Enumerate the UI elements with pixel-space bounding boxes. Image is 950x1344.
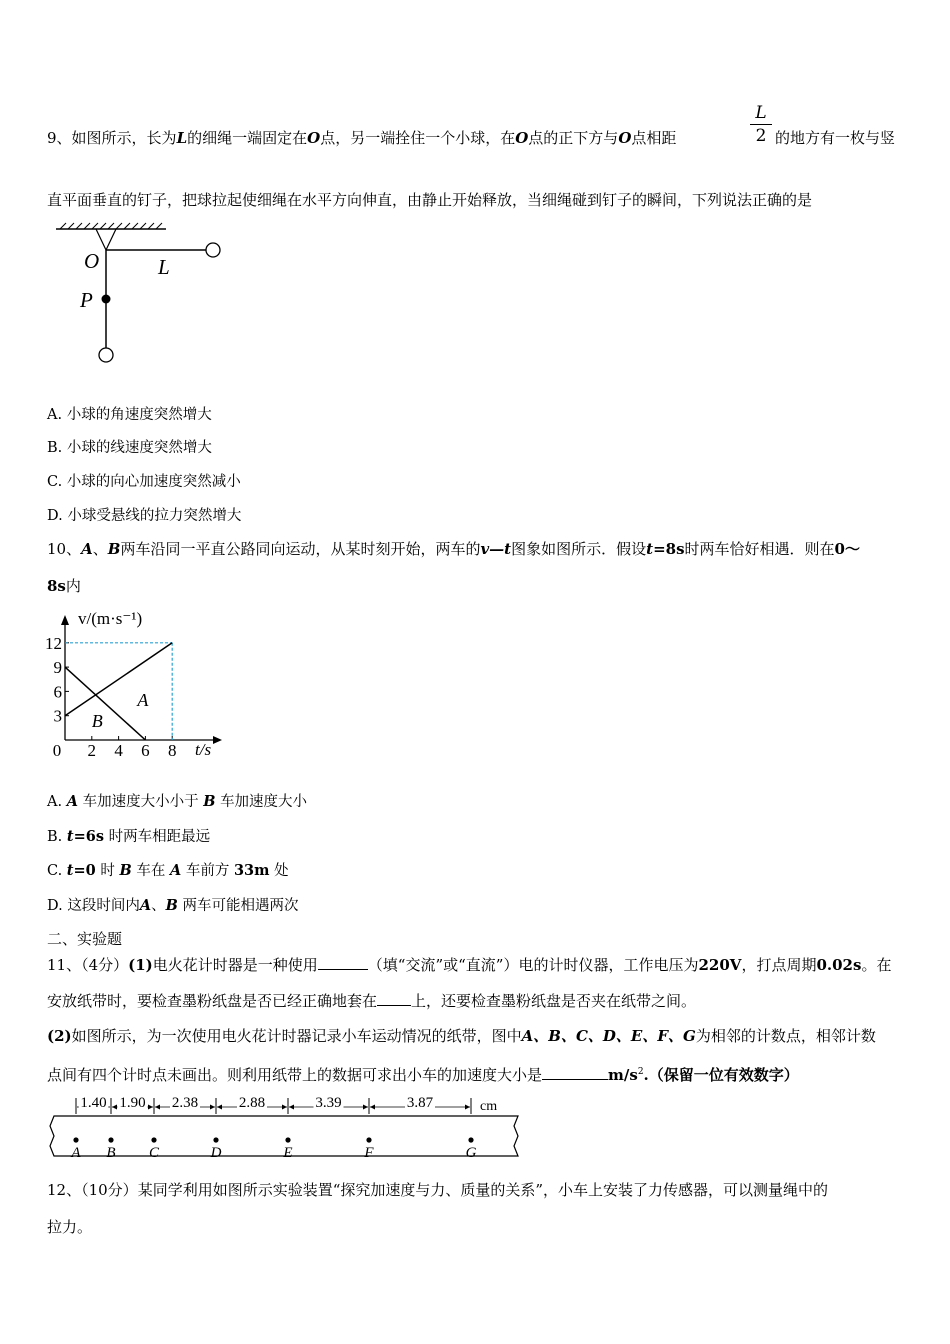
tape-point-D: D — [210, 1145, 222, 1161]
dim-arrow-left-5 — [289, 1105, 294, 1110]
tape-dot-F — [366, 1137, 371, 1142]
dim-label-6: 3.87 — [406, 1095, 434, 1111]
nail-P — [102, 295, 111, 304]
tape-point-B: B — [106, 1145, 116, 1161]
dim-arrow-right-5 — [363, 1105, 368, 1110]
dim-arrow-right-4 — [282, 1105, 287, 1110]
q11-line-1: 11、（4分）(1)电火花计时器是一种使用 （填“交流”或“直流”）电的计时仪器，工作电压为220V，打点周期0.02s。在 — [47, 956, 892, 974]
tape-dot-G — [468, 1137, 473, 1142]
section-heading-experiment: 二、实验题 — [47, 930, 123, 948]
series-line-B — [65, 667, 145, 740]
y-tick-label-6: 6 — [53, 682, 62, 702]
y-tick-label-9: 9 — [53, 658, 62, 678]
vt-chart — [45, 605, 235, 763]
q12-line-1: 12、（10分）某同学利用如图所示实验装置“探究加速度与力、质量的关系”，小车上安装了力传感器，可以测量绳中的 — [47, 1181, 829, 1199]
paper-tape-figure — [44, 1092, 524, 1162]
label-O: O — [84, 249, 100, 273]
y-axis-arrow — [61, 615, 69, 625]
x-axis-arrow — [213, 736, 222, 744]
x-tick-label-4: 4 — [114, 741, 123, 760]
x-tick-label-2: 2 — [87, 741, 97, 760]
dim-label-2: 1.90 — [119, 1095, 146, 1111]
q11-line-2: 安放纸带时，要检查墨粉纸盘是否已经正确地套在 上，还要检查墨粉纸盘是否夹在纸带之间。 — [47, 992, 697, 1010]
q9-line-1-end: 的地方有一枚与竖 — [775, 129, 896, 147]
dim-arrow-left-4 — [217, 1105, 222, 1110]
tape-point-C: C — [148, 1145, 160, 1161]
y-tick-label-12: 12 — [45, 633, 62, 653]
dim-label-1: 1.40 — [80, 1095, 107, 1111]
dim-arrow-right-2 — [148, 1105, 153, 1110]
tape-unit: cm — [480, 1099, 498, 1114]
q9-option-C: C. 小球的向心加速度突然减小 — [47, 474, 241, 490]
dim-label-4: 2.88 — [238, 1095, 266, 1111]
x-tick-label-8: 8 — [167, 741, 177, 760]
q9-option-B: B. 小球的线速度突然增大 — [47, 440, 212, 456]
q9-line-1: 9、如图所示，长为L的细绳一端固定在O点，另一端拴住一个小球，在O点的正下方与O点相距 — [47, 129, 677, 147]
tape-dot-E — [285, 1137, 290, 1142]
fraction-L-over-2: L 2 — [750, 103, 772, 146]
blank-1[interactable] — [318, 955, 368, 970]
tape-point-E: E — [283, 1145, 293, 1161]
q11-line-3: (2)如图所示，为一次使用电火花计时器记录小车运动情况的纸带，图中A、B、C、D、E、F、G为相邻的计数点，相邻计数 — [47, 1027, 876, 1045]
q10-option-C: C. t=0 时 B 车在 A 车前方 33m 处 — [47, 862, 289, 879]
dim-arrow-left-2 — [112, 1105, 117, 1110]
tape-dot-B — [108, 1137, 113, 1142]
y-tick-label-3: 3 — [53, 706, 62, 726]
q10-line-2: 8s内 — [47, 577, 81, 595]
x-tick-label-0: 0 — [52, 741, 62, 760]
x-axis-label: t/s — [195, 740, 212, 759]
tape-dot-D — [213, 1137, 218, 1142]
tape-point-G: G — [465, 1145, 477, 1161]
series-line-A — [65, 643, 172, 716]
dim-arrow-right-6 — [465, 1105, 470, 1110]
q11-line-4: 点间有四个计时点未画出。则利用纸带上的数据可求出小车的加速度大小是 $m/s^2$.（保留一位有效数字） — [47, 1066, 799, 1084]
x-tick-label-6: 6 — [141, 741, 150, 760]
q12-line-2: 拉力。 — [47, 1218, 93, 1236]
label-P: P — [80, 288, 93, 312]
tape-point-A: A — [71, 1145, 81, 1161]
series-label-B: B — [91, 711, 103, 732]
tape-point-F: F — [364, 1145, 374, 1161]
blank-2[interactable] — [377, 991, 411, 1006]
q10-option-D: D. 这段时间内A、B 两车可能相遇两次 — [47, 897, 299, 914]
q9-option-A: A. 小球的角速度突然增大 — [47, 407, 212, 423]
q9-option-D: D. 小球受悬线的拉力突然增大 — [47, 508, 242, 524]
dim-label-5: 3.39 — [315, 1095, 342, 1111]
series-label-A: A — [137, 689, 149, 710]
tape-dot-A — [73, 1137, 78, 1142]
pendulum-figure — [52, 222, 232, 370]
dim-arrow-right-3 — [210, 1105, 215, 1110]
y-axis-label: v/(m·s⁻¹) — [78, 609, 143, 628]
blank-3[interactable] — [542, 1065, 608, 1080]
tape-dot-C — [151, 1137, 156, 1142]
dim-label-3: 2.38 — [171, 1095, 199, 1111]
dim-arrow-left-6 — [370, 1105, 375, 1110]
q10-option-B: B. t=6s 时两车相距最远 — [47, 828, 211, 845]
ball-start — [206, 243, 220, 257]
dim-arrow-left-3 — [155, 1105, 160, 1110]
q10-option-A: A. A 车加速度大小小于 B 车加速度大小 — [47, 793, 308, 810]
q9-line-2: 直平面垂直的钉子，把球拉起使细绳在水平方向伸直，由静止开始释放，当细绳碰到钉子的瞬间，下列说法正确的是 — [47, 191, 813, 209]
q10-line-1: 10、A、B两车沿同一平直公路同向运动，从某时刻开始，两车的v—t图象如图所示．假设t=8s时两车恰好相遇．则在0～ — [47, 540, 860, 558]
ball-bottom — [99, 348, 113, 362]
label-L: L — [158, 255, 170, 279]
